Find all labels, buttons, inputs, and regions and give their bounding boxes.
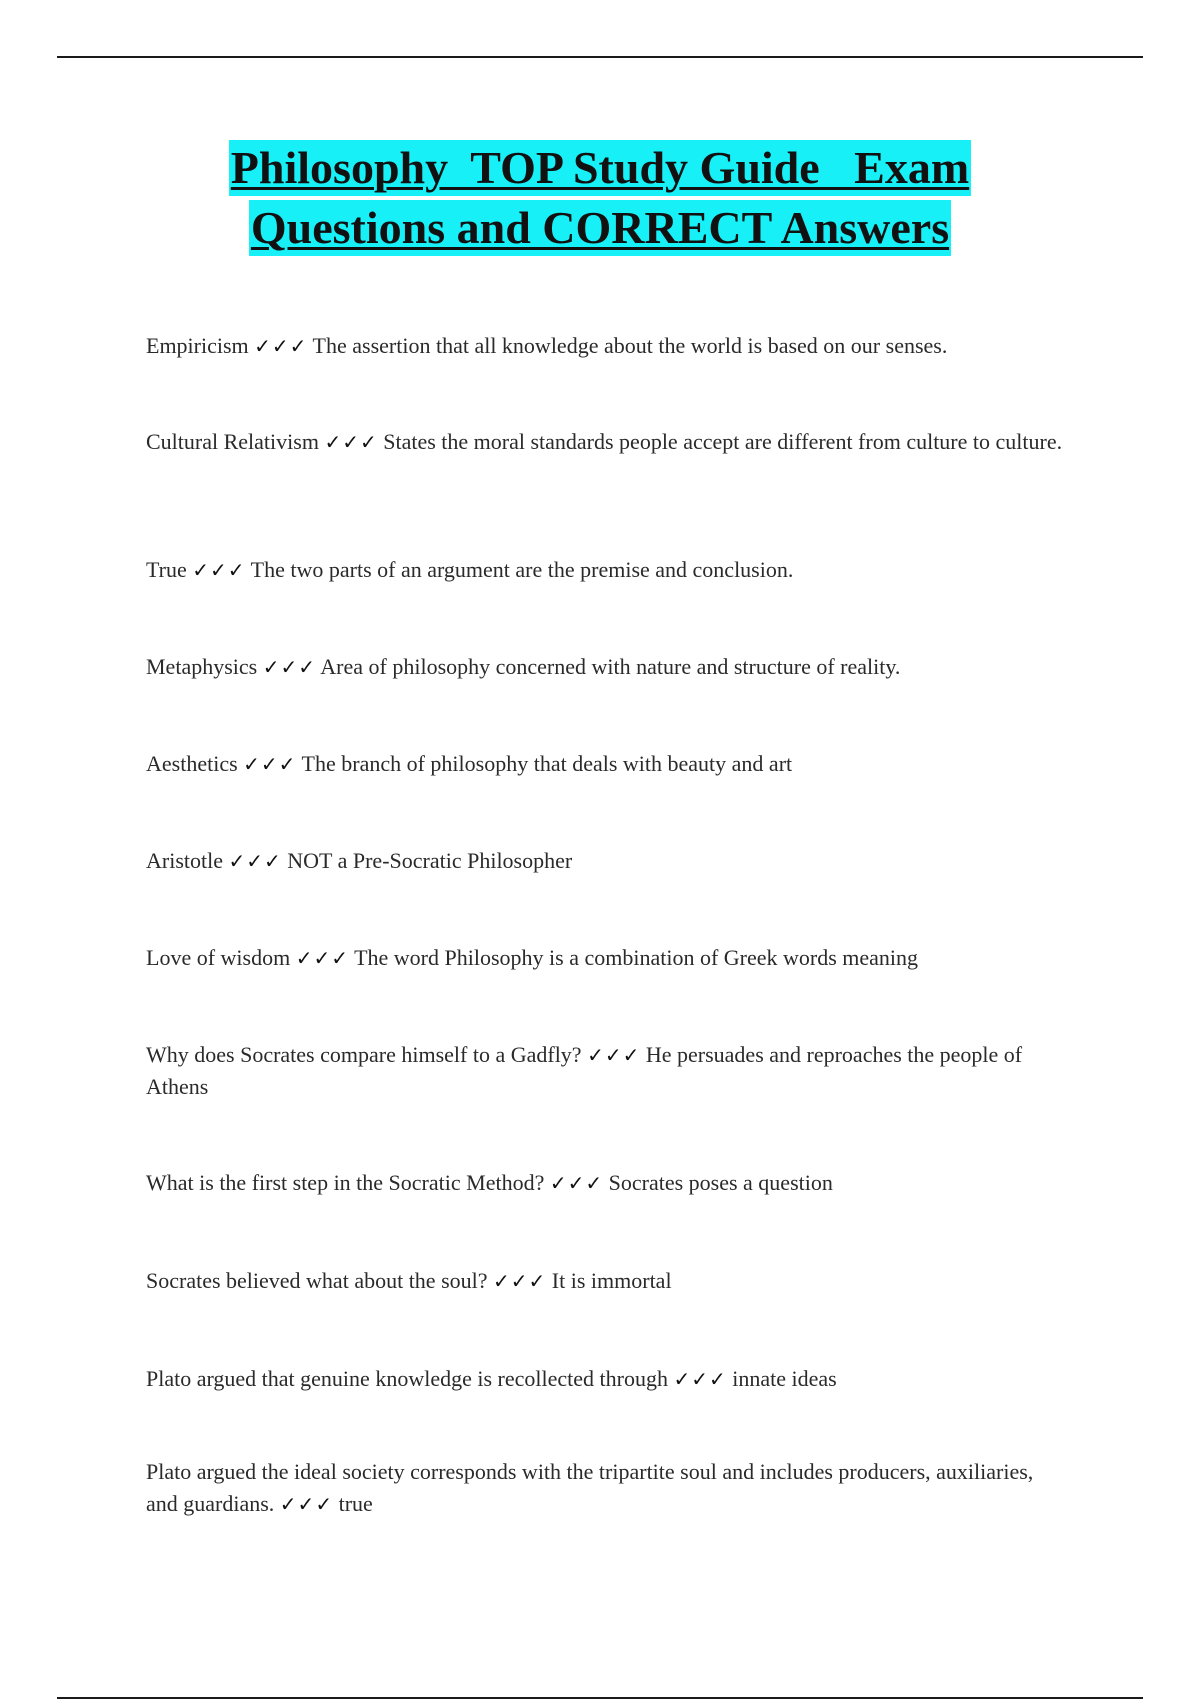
qa-term: What is the first step in the Socratic Method? (146, 1170, 545, 1195)
qa-term: Why does Socrates compare himself to a Gadfly? (146, 1042, 582, 1067)
qa-answer: States the moral standards people accept are different from culture to culture. (383, 429, 1063, 454)
top-rule (57, 56, 1143, 58)
checkmark-icon: ✓✓✓ (587, 1043, 641, 1067)
qa-entry (146, 942, 1066, 974)
qa-answer: The two parts of an argument are the premise and conclusion. (250, 557, 794, 582)
qa-term: Aristotle (146, 848, 223, 873)
qa-entry (146, 1039, 1066, 1103)
checkmark-icon: ✓✓✓ (228, 849, 282, 873)
qa-answer: Area of philosophy concerned with nature and structure of reality. (320, 654, 901, 679)
qa-term: Socrates believed what about the soul? (146, 1268, 488, 1293)
qa-entry (146, 845, 1066, 877)
qa-term: Love of wisdom (146, 945, 291, 970)
checkmark-icon: ✓✓✓ (279, 1492, 334, 1516)
qa-term: Metaphysics (146, 654, 258, 679)
qa-answer: The branch of philosophy that deals with beauty and art (301, 751, 793, 776)
qa-entry (146, 426, 1066, 458)
qa-entry (146, 1456, 1066, 1520)
qa-answer: The word Philosophy is a combination of Greek words meaning (354, 945, 919, 970)
qa-term: Plato argued that genuine knowledge is recollected through (146, 1366, 668, 1391)
checkmark-icon: ✓✓✓ (262, 655, 316, 679)
checkmark-icon: ✓✓✓ (192, 558, 246, 582)
qa-term: Plato argued the ideal society corresponds with the tripartite soul and includes producers, auxiliaries, and guardians. (146, 1459, 1034, 1516)
checkmark-icon: ✓✓✓ (243, 752, 297, 776)
qa-answer: NOT a Pre-Socratic Philosopher (287, 848, 573, 873)
title-line-1: Philosophy TOP Study Guide Exam (229, 140, 971, 196)
qa-answer: Socrates poses a question (608, 1170, 833, 1195)
checkmark-icon: ✓✓✓ (549, 1171, 604, 1195)
qa-answer: innate ideas (732, 1366, 837, 1391)
checkmark-icon: ✓✓✓ (254, 334, 308, 358)
checkmark-icon: ✓✓✓ (295, 946, 349, 970)
qa-term: Empiricism (146, 333, 249, 358)
checkmark-icon: ✓✓✓ (493, 1269, 547, 1293)
document-title (0, 140, 1200, 256)
qa-term: Cultural Relativism (146, 429, 319, 454)
checkmark-icon: ✓✓✓ (673, 1367, 727, 1391)
qa-answer: It is immortal (551, 1268, 672, 1293)
qa-answer: true (338, 1491, 373, 1516)
qa-entry (146, 554, 1066, 586)
qa-entry (146, 651, 1066, 683)
qa-term: Aesthetics (146, 751, 238, 776)
qa-entry (146, 748, 1066, 780)
qa-answer: The assertion that all knowledge about the world is based on our senses. (312, 333, 948, 358)
qa-entry (146, 1363, 1066, 1395)
qa-answer: He persuades and reproaches the people of Athens (146, 1042, 1023, 1099)
checkmark-icon: ✓✓✓ (324, 430, 378, 454)
title-line-2: Questions and CORRECT Answers (249, 200, 951, 256)
qa-entry (146, 1167, 1066, 1199)
bottom-rule (57, 1697, 1143, 1699)
qa-entry (146, 1265, 1066, 1297)
qa-term: True (146, 557, 187, 582)
qa-entry (146, 330, 1066, 362)
